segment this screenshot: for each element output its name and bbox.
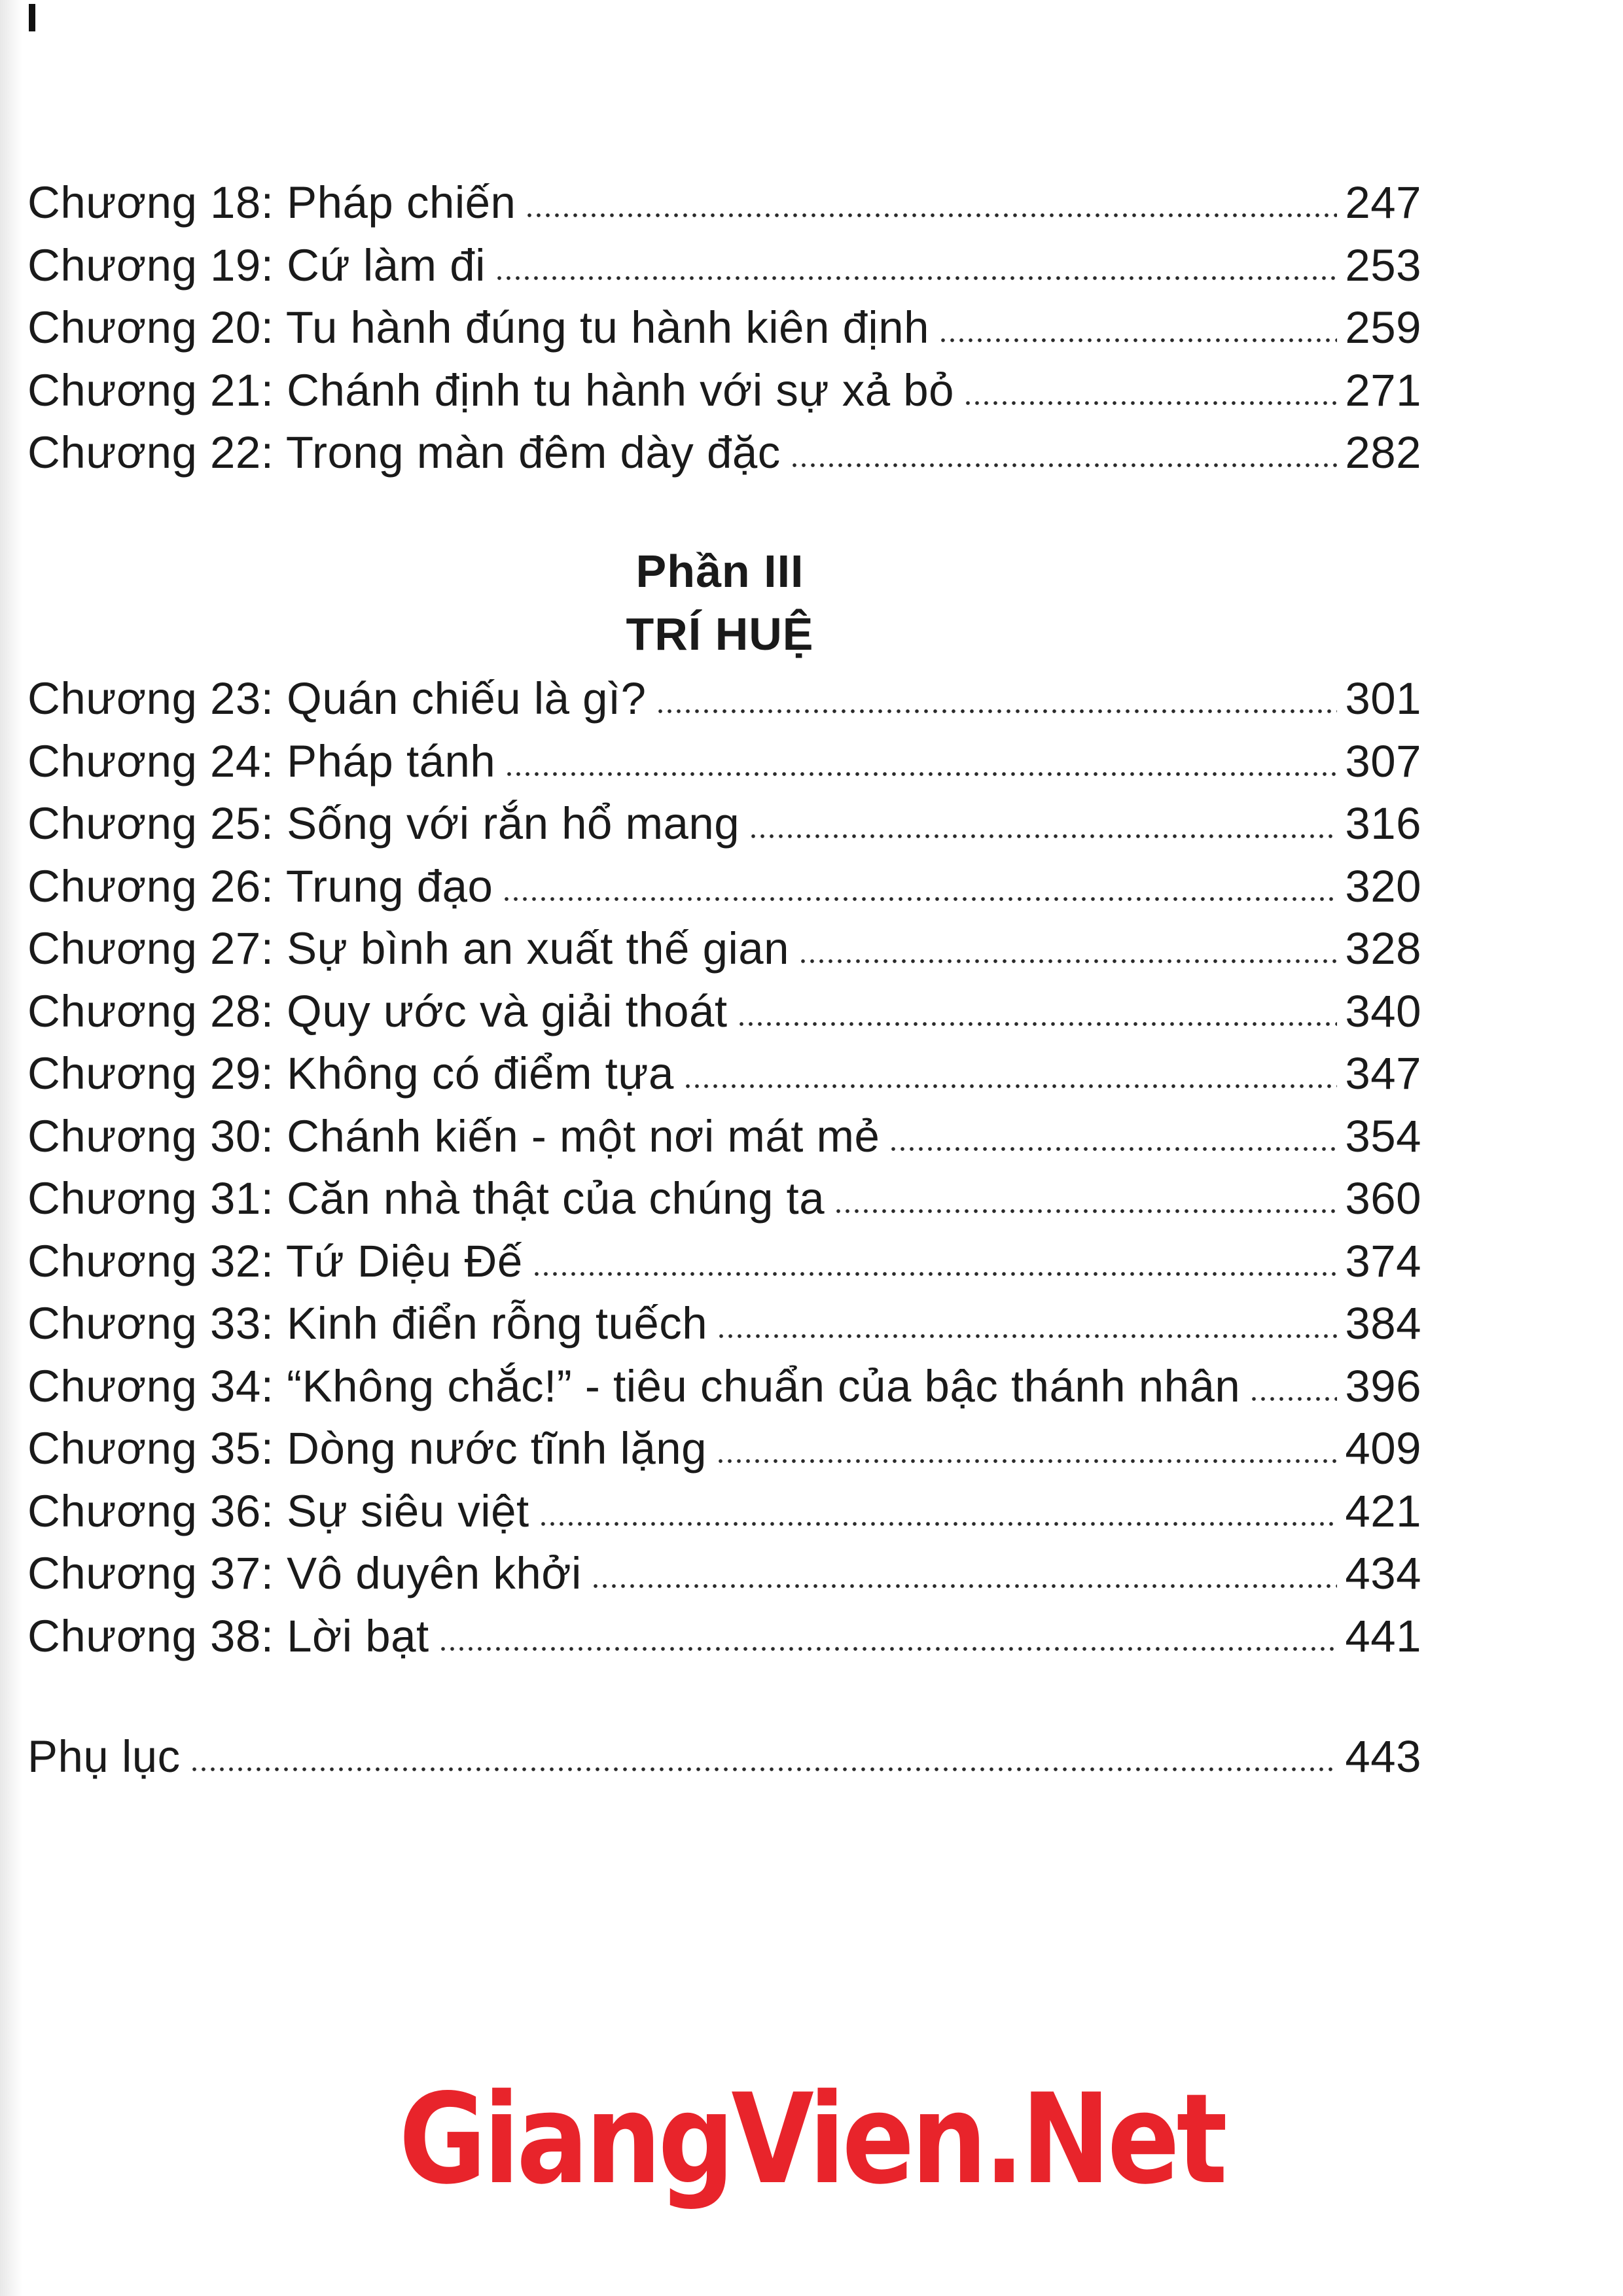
- toc-entry-page: 421: [1345, 1485, 1421, 1536]
- toc-entry-title: Chương 38: Lời bạt: [27, 1610, 429, 1661]
- toc-entry-page: 354: [1345, 1110, 1421, 1161]
- corner-mark: [29, 4, 35, 31]
- toc-entry-title: Chương 26: Trung đạo: [27, 860, 493, 911]
- toc-entry: [27, 1110, 1421, 1176]
- dot-leader: [532, 1271, 1338, 1277]
- toc-entry: [27, 1610, 1421, 1676]
- toc-entry-title: Chương 37: Vô duyên khởi: [27, 1548, 582, 1598]
- toc-entry-page: 443: [1345, 1731, 1421, 1782]
- dot-leader: [834, 1209, 1337, 1214]
- part-label: Phần III: [635, 546, 804, 597]
- toc-appendix: [27, 1731, 1421, 1797]
- toc-entry: [27, 860, 1421, 927]
- dot-leader: [525, 213, 1337, 218]
- toc-entry-page: 360: [1345, 1173, 1421, 1224]
- toc-entry-title: Chương 35: Dòng nước tĩnh lặng: [27, 1423, 707, 1474]
- dot-leader: [938, 338, 1337, 343]
- toc-entry: [27, 427, 1421, 493]
- toc-entry-title: Chương 31: Căn nhà thật của chúng ta: [27, 1173, 825, 1224]
- dot-leader: [683, 1084, 1338, 1089]
- toc-entry: [27, 1048, 1421, 1114]
- toc-entry-page: 396: [1345, 1360, 1421, 1411]
- dot-leader: [591, 1583, 1338, 1589]
- toc-entry-title: Chương 21: Chánh định tu hành với sự xả bỏ: [27, 364, 955, 415]
- dot-leader: [716, 1458, 1337, 1464]
- toc-entry-title: Chương 29: Không có điểm tựa: [27, 1048, 674, 1099]
- toc-entry: [27, 1423, 1421, 1489]
- toc-entry-title: Chương 20: Tu hành đúng tu hành kiên định: [27, 302, 929, 353]
- watermark-logo: GiangVien.Net: [399, 2067, 1224, 2212]
- dot-leader: [790, 463, 1338, 468]
- toc-entry: [27, 364, 1421, 431]
- toc-part2-tail: [27, 177, 1421, 493]
- dot-leader: [737, 1021, 1338, 1027]
- toc-entry-page: 259: [1345, 302, 1421, 353]
- toc-entry-page: 307: [1345, 735, 1421, 786]
- dot-leader: [495, 275, 1337, 281]
- toc-entry-page: 384: [1345, 1298, 1421, 1349]
- toc-entry-title: Chương 25: Sống với rắn hổ mang: [27, 798, 740, 849]
- toc-entry: [27, 1360, 1421, 1426]
- toc-entry-page: 328: [1345, 923, 1421, 974]
- dot-leader: [656, 709, 1338, 714]
- toc-entry-title: Chương 32: Tứ Diệu Đế: [27, 1235, 523, 1286]
- toc-entry: [27, 673, 1421, 739]
- toc-entry: [27, 798, 1421, 864]
- toc-entry-title: Chương 36: Sự siêu việt: [27, 1485, 529, 1536]
- toc-entry-page: 247: [1345, 177, 1421, 228]
- dot-leader: [438, 1646, 1338, 1651]
- dot-leader: [1249, 1396, 1337, 1402]
- toc-entry: [27, 923, 1421, 989]
- dot-leader: [717, 1333, 1337, 1339]
- toc-entry-page: 441: [1345, 1610, 1421, 1661]
- toc-entry-title: Chương 19: Cứ làm đi: [27, 239, 486, 291]
- toc-part3-entries: [27, 673, 1421, 1676]
- toc-entry-title: Chương 30: Chánh kiến - một nơi mát mẻ: [27, 1110, 880, 1161]
- dot-leader: [190, 1767, 1338, 1772]
- toc-entry: [27, 1548, 1421, 1614]
- toc-entry-title: Chương 18: Pháp chiến: [27, 177, 516, 228]
- toc-entry-page: 409: [1345, 1423, 1421, 1474]
- toc-entry: [27, 1235, 1421, 1301]
- toc-entry-page: 282: [1345, 427, 1421, 478]
- toc-entry: [27, 1731, 1421, 1797]
- toc-entry: [27, 239, 1421, 306]
- toc-entry: [27, 735, 1421, 802]
- toc-entry: [27, 177, 1421, 243]
- toc-entry: [27, 985, 1421, 1051]
- toc-entry-title: Chương 28: Quy ước và giải thoát: [27, 985, 728, 1036]
- toc-entry-page: 316: [1345, 798, 1421, 849]
- toc-entry-page: 320: [1345, 860, 1421, 911]
- toc-entry-title: Chương 34: “Không chắc!” - tiêu chuẩn của bậc thánh nhân: [27, 1360, 1241, 1411]
- toc-entry: [27, 1298, 1421, 1364]
- page-edge-shadow: [0, 0, 22, 2296]
- toc-entry: [27, 1485, 1421, 1551]
- dot-leader: [889, 1146, 1337, 1152]
- toc-entry-title: Chương 27: Sự bình an xuất thế gian: [27, 923, 790, 974]
- toc-entry-page: 271: [1345, 364, 1421, 415]
- dot-leader: [963, 400, 1337, 406]
- toc-entry: [27, 302, 1421, 368]
- toc-entry-title: Chương 23: Quán chiếu là gì?: [27, 673, 647, 724]
- toc-entry-title: Chương 22: Trong màn đêm dày đặc: [27, 427, 781, 478]
- dot-leader: [505, 771, 1337, 777]
- toc-entry-title: Phụ lục: [27, 1731, 181, 1782]
- toc-entry-page: 434: [1345, 1548, 1421, 1598]
- toc-entry-page: 374: [1345, 1235, 1421, 1286]
- dot-leader: [502, 896, 1337, 902]
- part-title: TRÍ HUỆ: [626, 609, 814, 660]
- toc-entry-page: 340: [1345, 985, 1421, 1036]
- toc-entry-page: 347: [1345, 1048, 1421, 1099]
- toc-entry-title: Chương 24: Pháp tánh: [27, 735, 496, 786]
- toc-entry-page: 301: [1345, 673, 1421, 724]
- dot-leader: [539, 1521, 1338, 1527]
- toc-entry: [27, 1173, 1421, 1239]
- toc-entry-title: Chương 33: Kinh điển rỗng tuếch: [27, 1298, 708, 1349]
- toc-entry-page: 253: [1345, 239, 1421, 291]
- dot-leader: [749, 834, 1337, 839]
- dot-leader: [798, 959, 1337, 964]
